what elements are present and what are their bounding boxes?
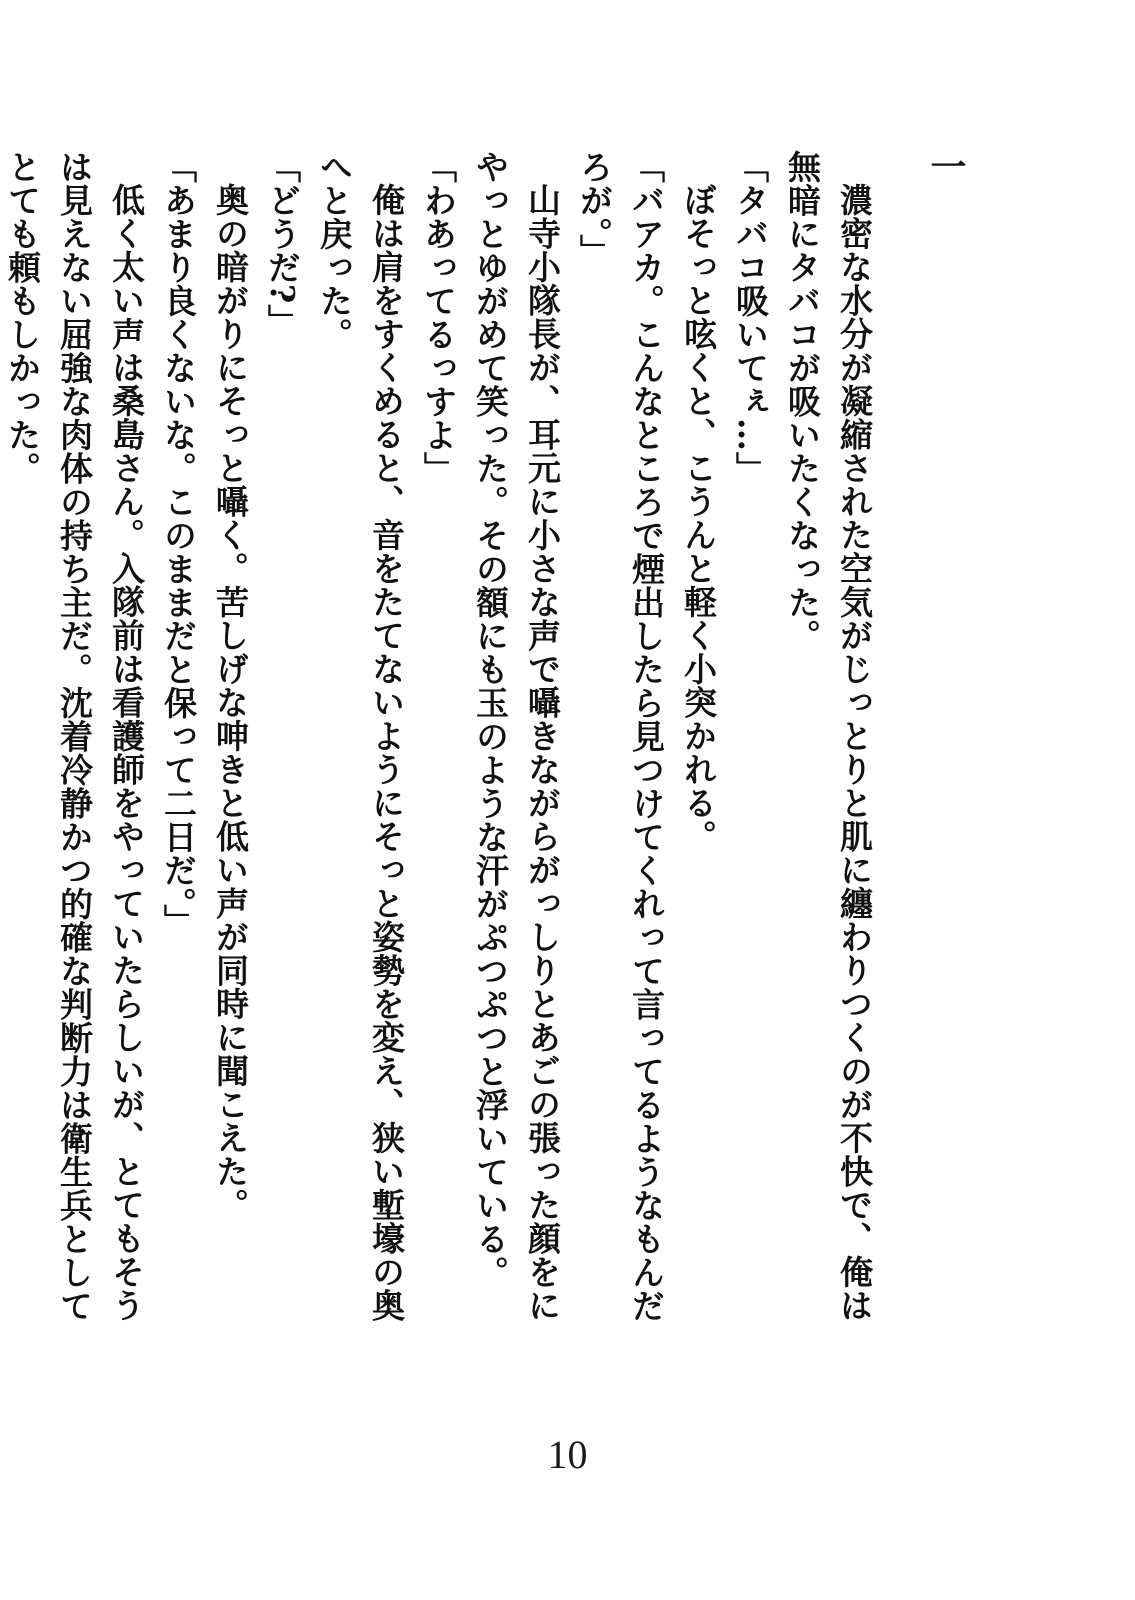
body-text [3,150,880,1330]
dialogue-line: 「どうだ?」 [263,150,302,338]
dialogue-line: 「あまり良くないな。このままだと保って二日だ。」 [159,150,198,938]
dialogue-line: 「わあってるっすよ」 [419,150,458,485]
paragraph: 俺は肩をすくめると、音をたてないようにそっと姿勢を変え、狭い塹壕の奥へと戻った。 [315,150,406,1322]
page-number: 10 [547,1432,588,1477]
dialogue-line: 「タバコ吸いてぇ…」 [731,150,770,485]
paragraph: 濃密な水分が凝縮された空気がじっとりと肌に纏わりつくのが不快で、俺は無暗にタバコが吸いたくなった。 [783,150,874,1322]
paragraph: ぼそっと呟くと、こうんと軽く小突かれる。 [679,183,718,853]
paragraph: 山寺小隊長が、耳元に小さな声で囁きながらがっしりとあごの張った顔をにやっとゆがめて笑った。その額にも玉のような汗がぷつぷつと浮いている。 [471,150,562,1322]
paragraph: 低く太い声は桑島さん。入隊前は看護師をやっていたらしいが、とてもそうは見えない屈強な肉体の持ち主だ。沈着冷静かつ的確な判断力は衛生兵としてとても頼もしかった。 [3,150,146,1323]
chapter-mark: 一 [925,148,967,184]
dialogue-line: 「バアカ。こんなところで煙出したら見つけてくれって言ってるようなもんだろが。」 [575,150,666,1323]
paragraph: 奥の暗がりにそっと囁く。苦しげな呻きと低い声が同時に聞こえた。 [211,183,250,1222]
